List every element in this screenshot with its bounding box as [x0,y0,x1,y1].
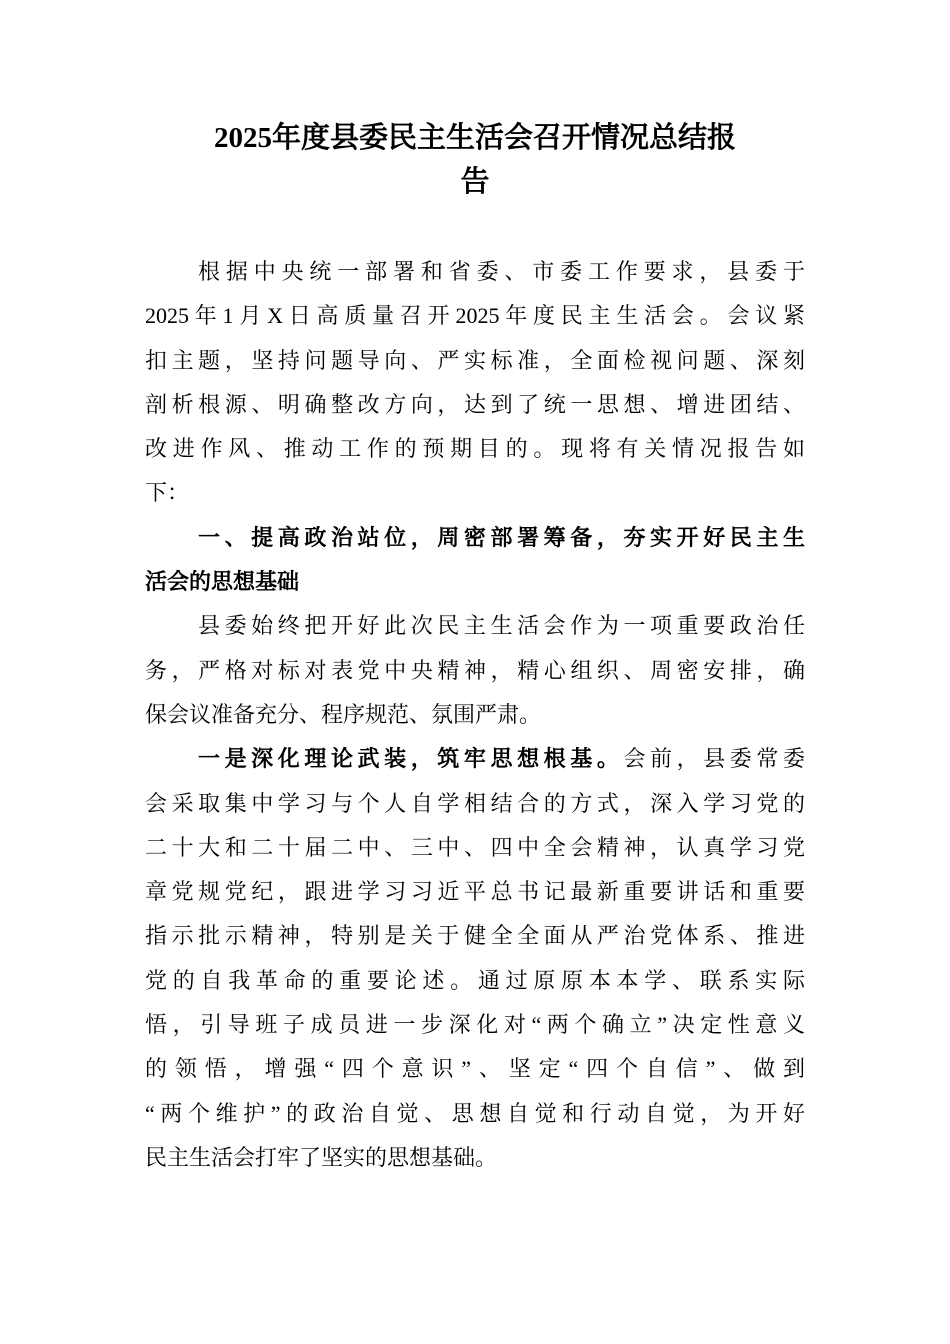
text-line: 民主生活会打牢了坚实的思想基础。 [145,1144,498,1170]
text-line: 党的自我革命的重要论述。通过原原本本学、联系实际 [145,967,805,993]
text-line: “两个维护”的政治自觉、思想自觉和行动自觉，为开好 [145,1100,805,1126]
text-line: 悟，引导班子成员进一步深化对“两个确立”决定性意义 [145,1012,805,1038]
text-line: 务，严格对标对表党中央精神，精心组织、周密安排，确 [145,657,805,683]
text-line: 扣主题，坚持问题导向、严实标准，全面检视问题、深刻 [145,347,805,373]
text-line: 保会议准备充分、程序规范、氛围严肃。 [145,701,542,727]
document-body [145,250,805,1180]
text-line: 下： [145,480,190,506]
section-paragraph [145,604,805,737]
text-line: 县委始终把开好此次民主生活会作为一项重要政治任 [198,613,805,639]
text-line: 的领悟，增强“四个意识”、坚定“四个自信”、做到 [145,1056,805,1082]
section-heading [145,516,805,605]
text-line: 根据中央统一部署和省委、市委工作要求，县委于 [198,259,805,284]
point-lead-rest: 会前，县委常委 [623,746,805,772]
intro-paragraph [145,250,805,516]
text-line: 2025年1月X日高质量召开2025年度民主生活会。会议紧 [145,303,805,329]
text-line: 改进作风、推动工作的预期目的。现将有关情况报告如 [145,436,805,462]
heading-line: 一、提高政治站位，周密部署筹备，夯实开好民主生 [198,524,805,550]
text-line: 指示批示精神，特别是关于健全全面从严治党体系、推进 [145,923,805,949]
text-line: 会采取集中学习与个人自学相结合的方式，深入学习党的 [145,790,805,816]
title-line-1: 2025年度县委民主生活会召开情况总结报 [213,122,736,154]
point-lead: 一是深化理论武装，筑牢思想根基。 [198,746,624,772]
title-line-2: 告 [460,166,490,198]
document-title [120,116,830,204]
text-line: 章党规党纪，跟进学习习近平总书记最新重要讲话和重要 [145,879,805,905]
text-line [145,737,805,781]
point-one-paragraph [145,737,805,1180]
text-line: 剖析根源、明确整改方向，达到了统一思想、增进团结、 [145,391,805,417]
heading-line: 活会的思想基础 [145,569,300,595]
text-line: 二十大和二十届二中、三中、四中全会精神，认真学习党 [145,834,805,860]
